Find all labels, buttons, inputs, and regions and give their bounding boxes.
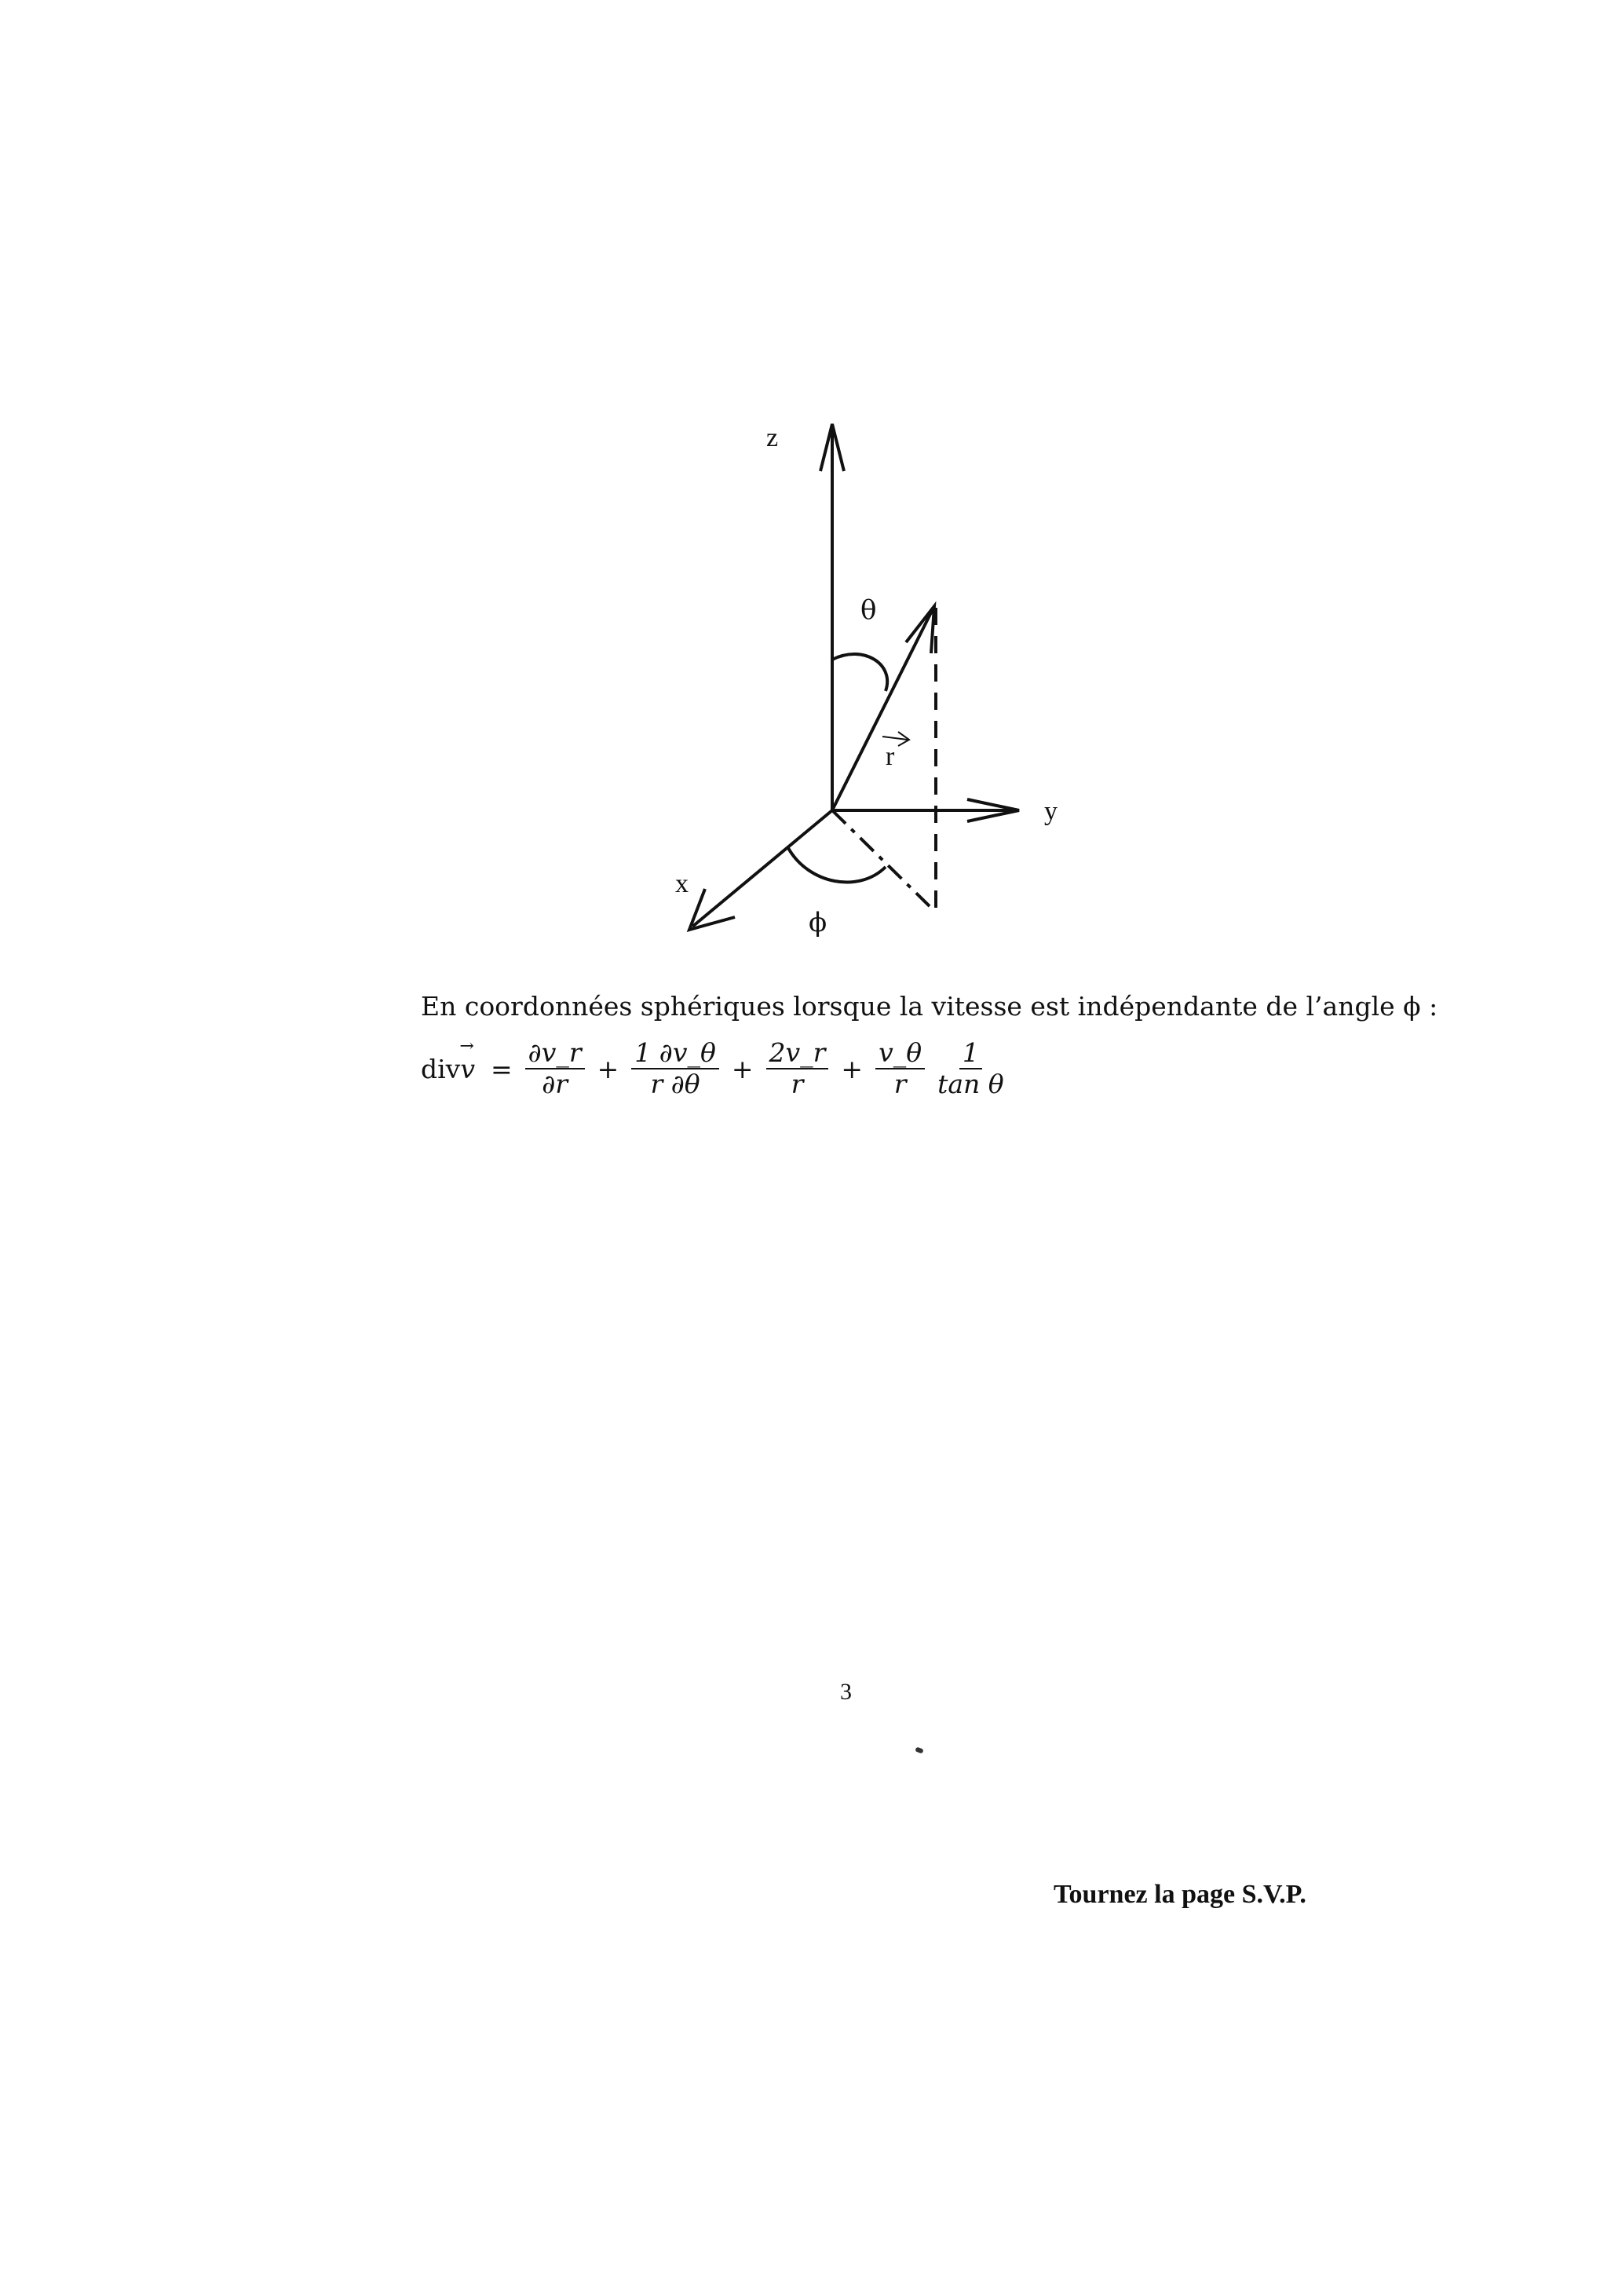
formula-lhs	[421, 1054, 475, 1084]
formula-term5-denominator: tan θ	[937, 1069, 1004, 1099]
z-axis-label: z	[766, 423, 779, 452]
spherical-coordinates-diagram	[0, 0, 1622, 982]
scan-mark	[915, 1746, 923, 1753]
r-vector-line	[832, 609, 933, 810]
turn-page-note: Tournez la page S.V.P.	[1054, 1880, 1306, 1909]
formula-term3-denominator: r	[791, 1069, 804, 1099]
formula-term5-numerator: 1	[959, 1038, 982, 1069]
formula-lhs-vector: → v	[460, 1054, 475, 1084]
formula-term3	[766, 1038, 829, 1099]
theta-label: θ	[860, 594, 877, 626]
formula-term1-denominator: ∂r	[542, 1069, 568, 1099]
formula-term4-numerator: v_θ	[875, 1038, 925, 1069]
formula-equals: =	[490, 1053, 513, 1084]
formula-lhs-prefix: div	[421, 1053, 461, 1084]
formula-term4	[875, 1038, 925, 1099]
formula-plus-1: +	[597, 1053, 619, 1084]
r-vector-mini-arrow	[882, 737, 908, 740]
r-vector-arrowhead	[906, 606, 934, 653]
formula-term4-denominator: r	[893, 1069, 907, 1099]
intro-sentence: En coordonnées sphériques lorsque la vitesse est indépendante de l’angle ϕ :	[421, 991, 1438, 1022]
phi-label: ϕ	[809, 907, 827, 938]
formula-term2-numerator: 1 ∂v_θ	[631, 1038, 719, 1069]
theta-arc	[832, 654, 887, 691]
formula-plus-3: +	[841, 1053, 864, 1084]
phi-arc	[788, 848, 886, 883]
page-number: 3	[840, 1679, 852, 1705]
divergence-formula	[421, 1026, 1012, 1112]
formula-term1-numerator: ∂v_r	[525, 1038, 585, 1069]
formula-term1	[525, 1038, 585, 1099]
formula-term2-denominator: r ∂θ	[650, 1069, 700, 1099]
formula-plus-2: +	[731, 1053, 754, 1084]
x-axis-label: x	[675, 869, 689, 898]
formula-term3-numerator: 2v_r	[766, 1038, 829, 1069]
formula-term5	[934, 1038, 1007, 1099]
r-vector-label: r	[886, 742, 895, 771]
formula-term2	[631, 1038, 719, 1099]
y-axis-label: y	[1044, 797, 1058, 826]
projection-xy-dashdot	[832, 810, 934, 911]
